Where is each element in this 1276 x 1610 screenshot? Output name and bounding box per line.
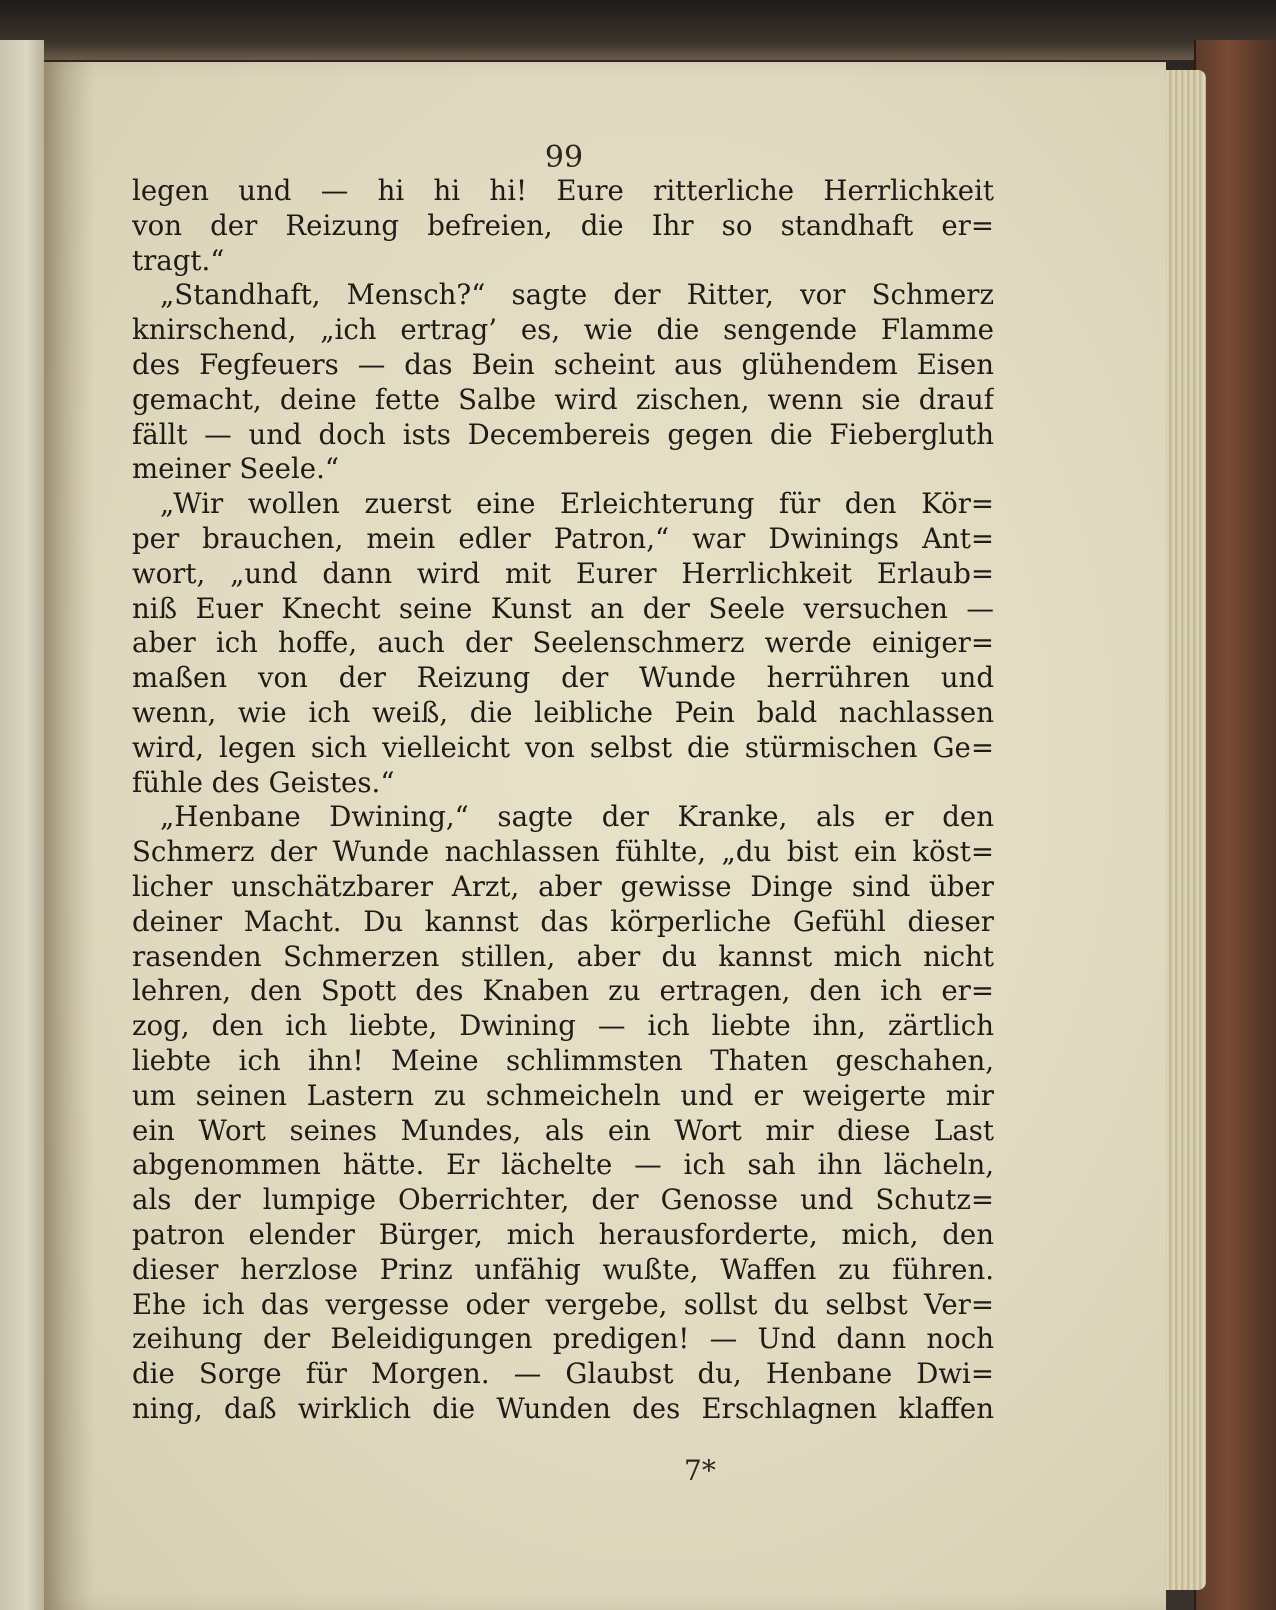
text-line: lehren, den Spott des Knaben zu ertragen, den ich er=: [132, 974, 994, 1008]
text-line: um seinen Lastern zu schmeicheln und er weigerte mir: [132, 1078, 994, 1112]
text-line: rasenden Schmerzen stillen, aber du kannst mich nicht: [132, 939, 994, 973]
text-line: wird, legen sich vielleicht von selbst die stürmischen Ge=: [132, 730, 994, 764]
text-line: Ehe ich das vergesse oder vergebe, sollst du selbst Ver=: [132, 1287, 994, 1321]
text-line: niß Euer Knecht seine Kunst an der Seele versuchen —: [132, 591, 994, 625]
text-line: deiner Macht. Du kannst das körperliche Gefühl dieser: [132, 904, 994, 938]
text-line: als der lumpige Oberrichter, der Genosse und Schutz=: [132, 1183, 994, 1217]
facing-page-edge: [0, 40, 44, 1610]
text-line: licher unschätzbarer Arzt, aber gewisse Dinge sind über: [132, 869, 994, 903]
text-line: Schmerz der Wunde nachlassen fühlte, „du bist ein köst=: [132, 835, 994, 869]
text-line: die Sorge für Morgen. — Glaubst du, Henbane Dwi=: [132, 1357, 994, 1391]
text-line: zeihung der Beleidigungen predigen! — Und dann noch: [132, 1322, 994, 1356]
text-line: des Fegfeuers — das Bein scheint aus glühendem Eisen: [132, 347, 994, 381]
text-line: liebte ich ihn! Meine schlimmsten Thaten geschahen,: [132, 1043, 994, 1077]
text-line: knirschend, „ich ertrag’ es, wie die sengende Flamme: [132, 313, 994, 347]
text-line: wenn, wie ich weiß, die leibliche Pein bald nachlassen: [132, 695, 994, 729]
text-line: zog, den ich liebte, Dwining — ich liebte ihn, zärtlich: [132, 1009, 994, 1043]
text-line: meiner Seele.“: [132, 452, 339, 486]
text-line: legen und — hi hi hi! Eure ritterliche Herrlichkeit: [132, 174, 994, 207]
text-line: fällt — und doch ists Decembereis gegen die Fiebergluth: [132, 417, 994, 451]
book-page: [44, 62, 1166, 1610]
text-line: patron elender Bürger, mich herausforderte, mich, den: [132, 1217, 994, 1251]
text-line: von der Reizung befreien, die Ihr so standhaft er=: [132, 208, 994, 242]
text-line: gemacht, deine fette Salbe wird zischen, wenn sie drauf: [132, 382, 994, 416]
page-number: 99: [544, 140, 584, 175]
text-line: „Wir wollen zuerst eine Erleichterung für den Kör=: [160, 487, 994, 521]
text-line: ein Wort seines Mundes, als ein Wort mir diese Last: [132, 1113, 994, 1147]
text-line: wort, „und dann wird mit Eurer Herrlichkeit Erlaub=: [132, 556, 994, 590]
text-line: „Henbane Dwining,“ sagte der Kranke, als er den: [160, 800, 994, 834]
text-line: „Standhaft, Mensch?“ sagte der Ritter, vor Schmerz: [160, 278, 994, 312]
book-cover-edge: [1194, 40, 1276, 1610]
text-line: ning, daß wirklich die Wunden des Erschlagnen klaffen: [132, 1391, 994, 1425]
text-line: aber ich hoffe, auch der Seelenschmerz werde einiger=: [132, 626, 994, 660]
text-line: abgenommen hätte. Er lächelte — ich sah ihn lächeln,: [132, 1148, 994, 1182]
text-line: dieser herzlose Prinz unfähig wußte, Waffen zu führen.: [132, 1252, 994, 1286]
text-line: fühle des Geistes.“: [132, 765, 395, 799]
signature-mark: 7*: [684, 1454, 716, 1487]
gutter-shadow: [44, 62, 94, 1610]
text-line: maßen von der Reizung der Wunde herrühren und: [132, 661, 994, 695]
body-text: [132, 174, 994, 1427]
book-top-edge: [0, 0, 1276, 60]
text-line: tragt.“: [132, 243, 225, 277]
text-line: per brauchen, mein edler Patron,“ war Dwinings Ant=: [132, 521, 994, 555]
